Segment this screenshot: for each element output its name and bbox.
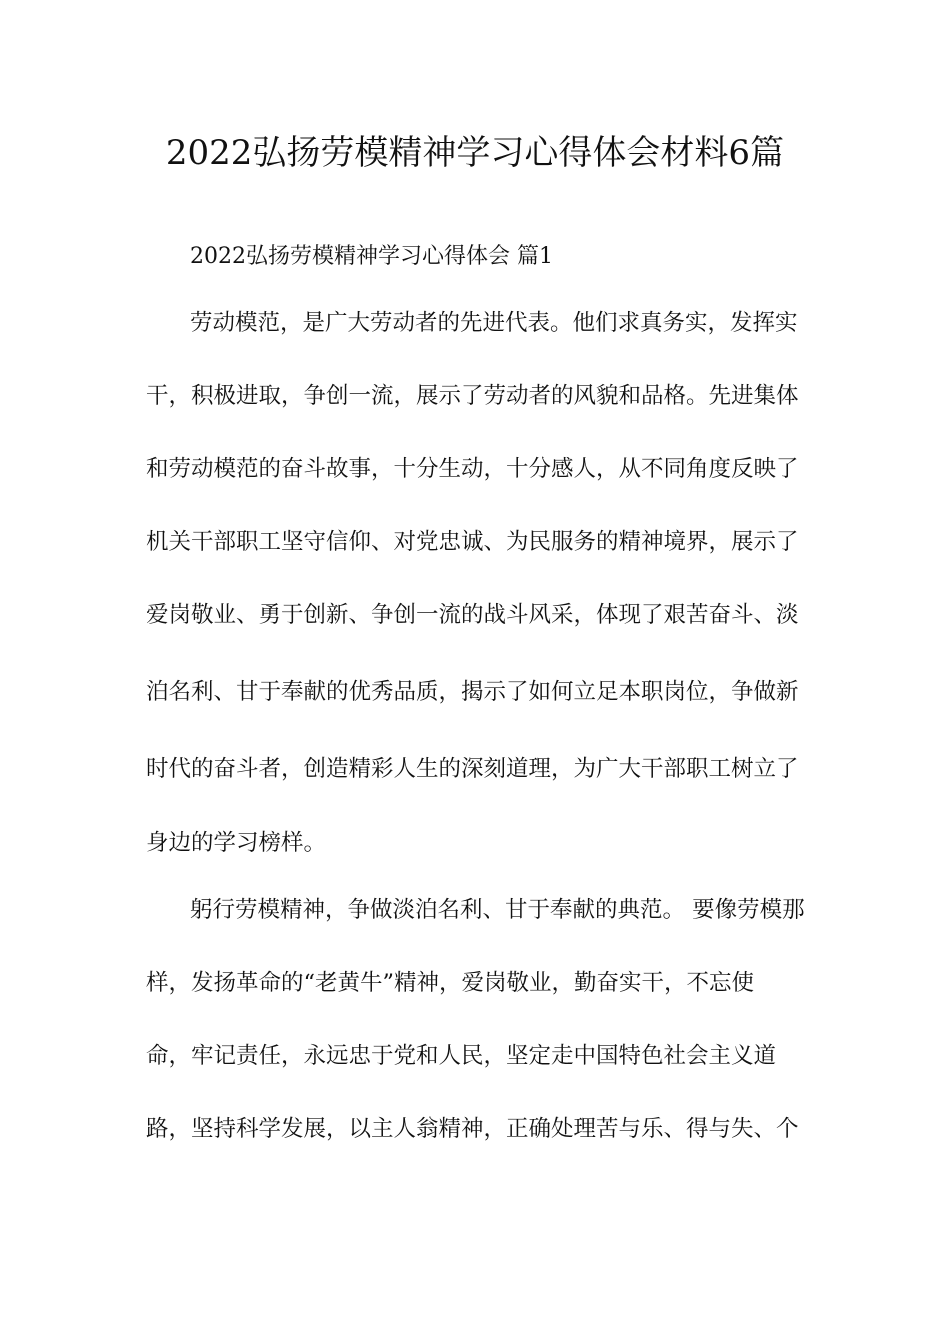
- paragraph-line: 机关干部职工坚守信仰、对党忠诚、为民服务的精神境界，展示了: [146, 529, 799, 555]
- paragraph-line: 时代的奋斗者，创造精彩人生的深刻道理，为广大干部职工树立了: [146, 756, 799, 782]
- paragraph-line: 命，牢记责任，永远忠于党和人民，坚定走中国特色社会主义道: [146, 1043, 777, 1069]
- paragraph-line: 爱岗敬业、勇于创新、争创一流的战斗风采，体现了艰苦奋斗、淡: [146, 602, 799, 628]
- paragraph-line: 躬行劳模精神，争做淡泊名利、甘于奉献的典范。 要像劳模那: [190, 897, 805, 923]
- paragraph-line: 样，发扬革命的“老黄牛”精神，爱岗敬业，勤奋实干，不忘使: [146, 970, 755, 996]
- document-title: 2022弘扬劳模精神学习心得体会材料6篇: [165, 133, 785, 173]
- paragraph-line: 和劳动模范的奋斗故事，十分生动，十分感人，从不同角度反映了: [146, 456, 799, 482]
- section-heading: 2022弘扬劳模精神学习心得体会 篇1: [190, 244, 553, 269]
- paragraph-line: 身边的学习榜样。: [146, 830, 327, 856]
- paragraph-line: 路，坚持科学发展，以主人翁精神，正确处理苦与乐、得与失、个: [146, 1116, 799, 1142]
- paragraph-line: 泊名利、甘于奉献的优秀品质，揭示了如何立足本职岗位，争做新: [146, 679, 799, 705]
- paragraph-line: 干，积极进取，争创一流，展示了劳动者的风貌和品格。先进集体: [146, 383, 799, 409]
- paragraph-line: 劳动模范，是广大劳动者的先进代表。他们求真务实，发挥实: [190, 310, 798, 336]
